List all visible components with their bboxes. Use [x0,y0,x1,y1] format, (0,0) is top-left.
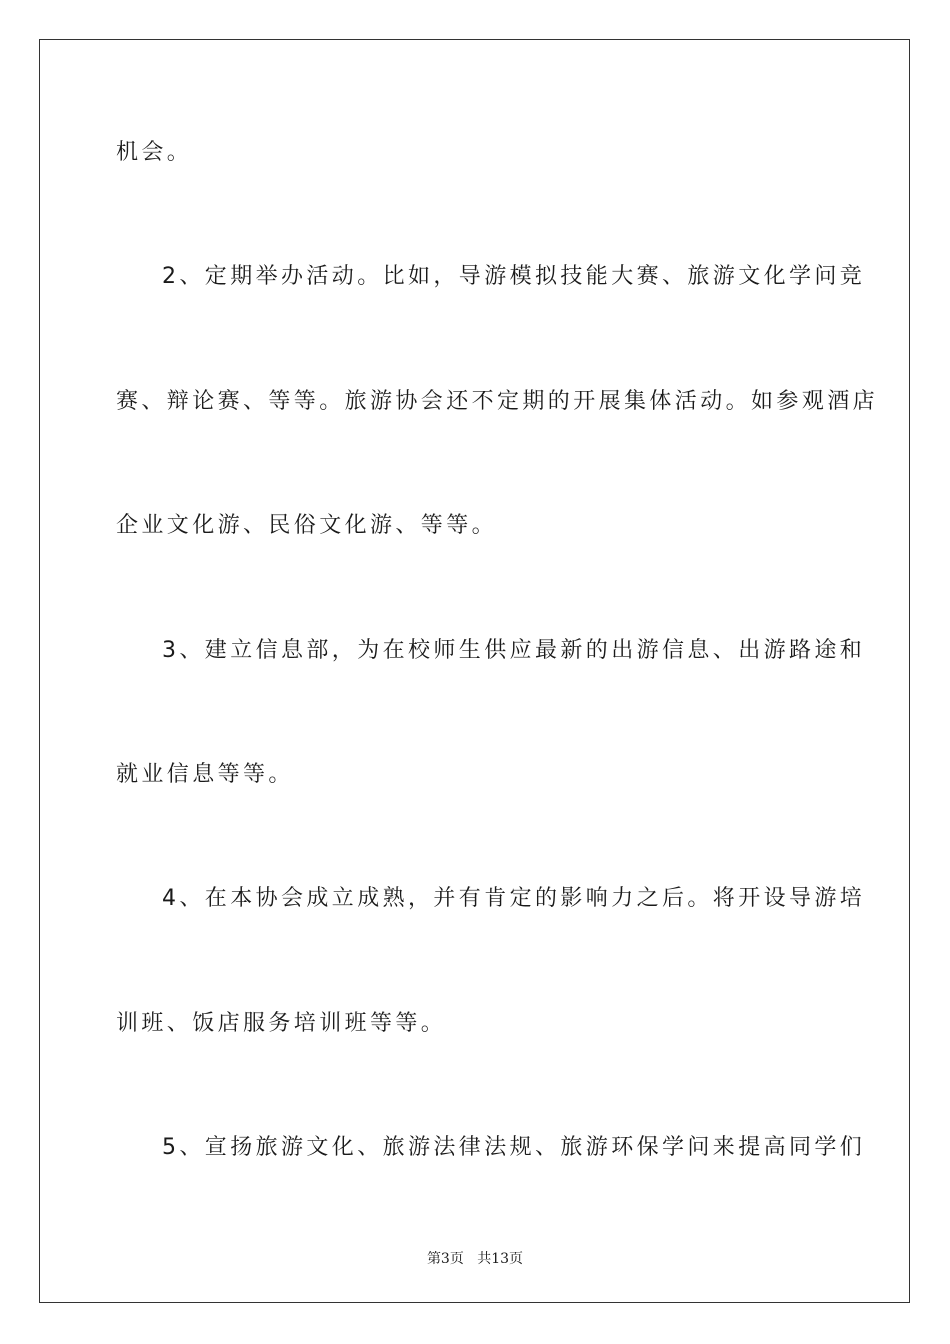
page-border [39,39,910,1303]
text-line: 就业信息等等。 [116,762,294,787]
text-line: 企业文化游、民俗文化游、等等。 [116,513,498,538]
text-line: 3、建立信息部，为在校师生供应最新的出游信息、出游路途和 [162,638,866,663]
text-line: 5、宣扬旅游文化、旅游法律法规、旅游环保学问来提高同学们 [162,1135,866,1160]
text-line: 4、在本协会成立成熟，并有肯定的影响力之后。将开设导游培 [162,886,866,911]
page-number: 第3页 [426,1251,464,1267]
page-footer [0,1248,950,1268]
text-line: 训班、饭店服务培训班等等。 [116,1011,447,1036]
text-line: 机会。 [116,140,193,165]
text-line: 2、定期举办活动。比如，导游模拟技能大赛、旅游文化学问竞 [162,264,866,289]
text-line: 赛、辩论赛、等等。旅游协会还不定期的开展集体活动。如参观酒店 [116,389,879,414]
page-total: 共13页 [477,1251,524,1267]
